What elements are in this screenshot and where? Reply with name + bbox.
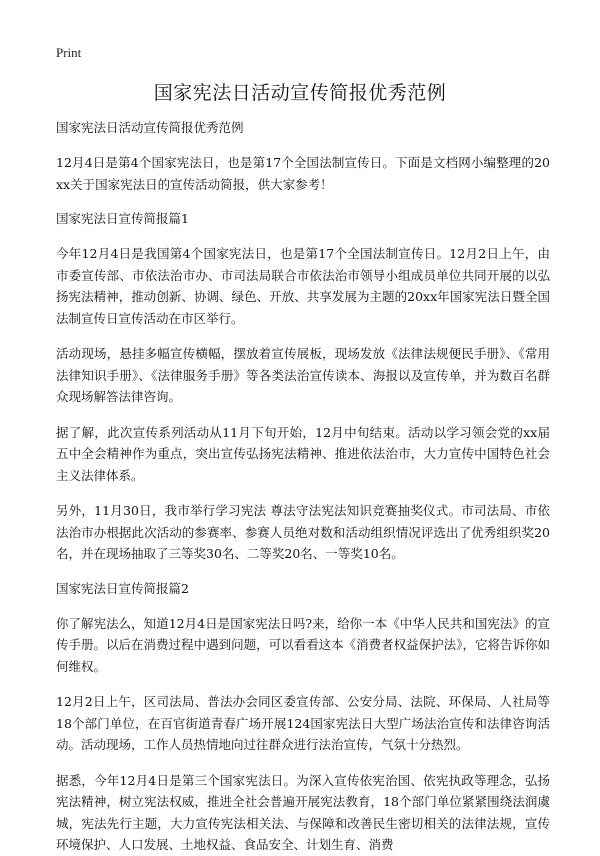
document-body <box>56 118 550 856</box>
document-title: 国家宪法日活动宣传简报优秀范例 <box>153 82 447 104</box>
print-link[interactable]: Print <box>56 45 82 60</box>
section-paragraph: 今年12月4日是我国第4个国家宪法日，也是第17个全国法制宣传日。12月2日上午，由市委宣传部、市依法治市办、市司法局联合市依法治市领导小组成员单位共同开展的以弘扬宪法精神，推动创新、协调、绿色、开放、共享发展为主题的20xx年国家宪法日暨全国法制宣传日宣传活动在市区举行。 <box>56 246 550 326</box>
section-heading: 国家宪法日宣传简报篇1 <box>56 211 189 226</box>
section-heading: 国家宪法日宣传简报篇2 <box>56 580 189 596</box>
section-paragraph: 据悉，今年12月4日是第三个国家宪法日。为深入宣传依宪治国、依宪执政等理念，弘扬宪法精神，树立宪法权威，推进全社会普遍开展宪法教育，18个部门单位紧紧围绕法润虞城，宪法先行主题，大力宣传宪法相关法、与保障和改善民生密切相关的法律法规，宣传环境保护、人口发展、土地权益、食品安全、计划生育、消费 <box>56 772 550 852</box>
section-paragraph: 活动现场，悬挂多幅宣传横幅，摆放着宣传展板，现场发放《法律法规便民手册》、《常用法律知识手册》、《法律服务手册》等各类法治宣传读本、海报以及宣传单，并为数百名群众现场解答法律咨询。 <box>56 346 550 404</box>
section-paragraph: 据了解，此次宣传系列活动从11月下旬开始，12月中旬结束。活动以学习领会党的xx届五中全会精神作为重点，突出宣传弘扬宪法精神、推进依法治市，大力宣传中国特色社会主义法律体系。 <box>56 424 550 483</box>
intro-paragraph: 12月4日是第4个国家宪法日，也是第17个全国法制宣传日。下面是文档网小编整理的20xx关于国家宪法日的宣传活动简报，供大家参考！ <box>56 155 550 192</box>
section-paragraph: 另外，11月30日，我市举行学习宪法 尊法守法宪法知识竞赛抽奖仪式。市司法局、市依法治市办根据此次活动的参赛率、参赛人员绝对数和活动组织情况评选出了优秀组织奖20名，并在现场抽取了三等奖30名、二等奖20名、一等奖10名。 <box>56 503 550 561</box>
section-paragraph: 你了解宪法么，知道12月4日是国家宪法日吗?来，给你一本《中华人民共和国宪法》的宣传手册。以后在消费过程中遇到问题，可以看看这本《消费者权益保护法》，它将告诉你如何维权。 <box>56 615 550 674</box>
section-paragraph: 12月2日上午，区司法局、普法办会同区委宣传部、公安分局、法院、环保局、人社局等18个部门单位，在百官街道青春广场开展124国家宪法日大型广场法治宣传和法律咨询活动。活动现场，工作人员热情地向过往群众进行法治宣传，气氛十分热烈。 <box>56 694 550 752</box>
document-subtitle: 国家宪法日活动宣传简报优秀范例 <box>56 120 244 135</box>
